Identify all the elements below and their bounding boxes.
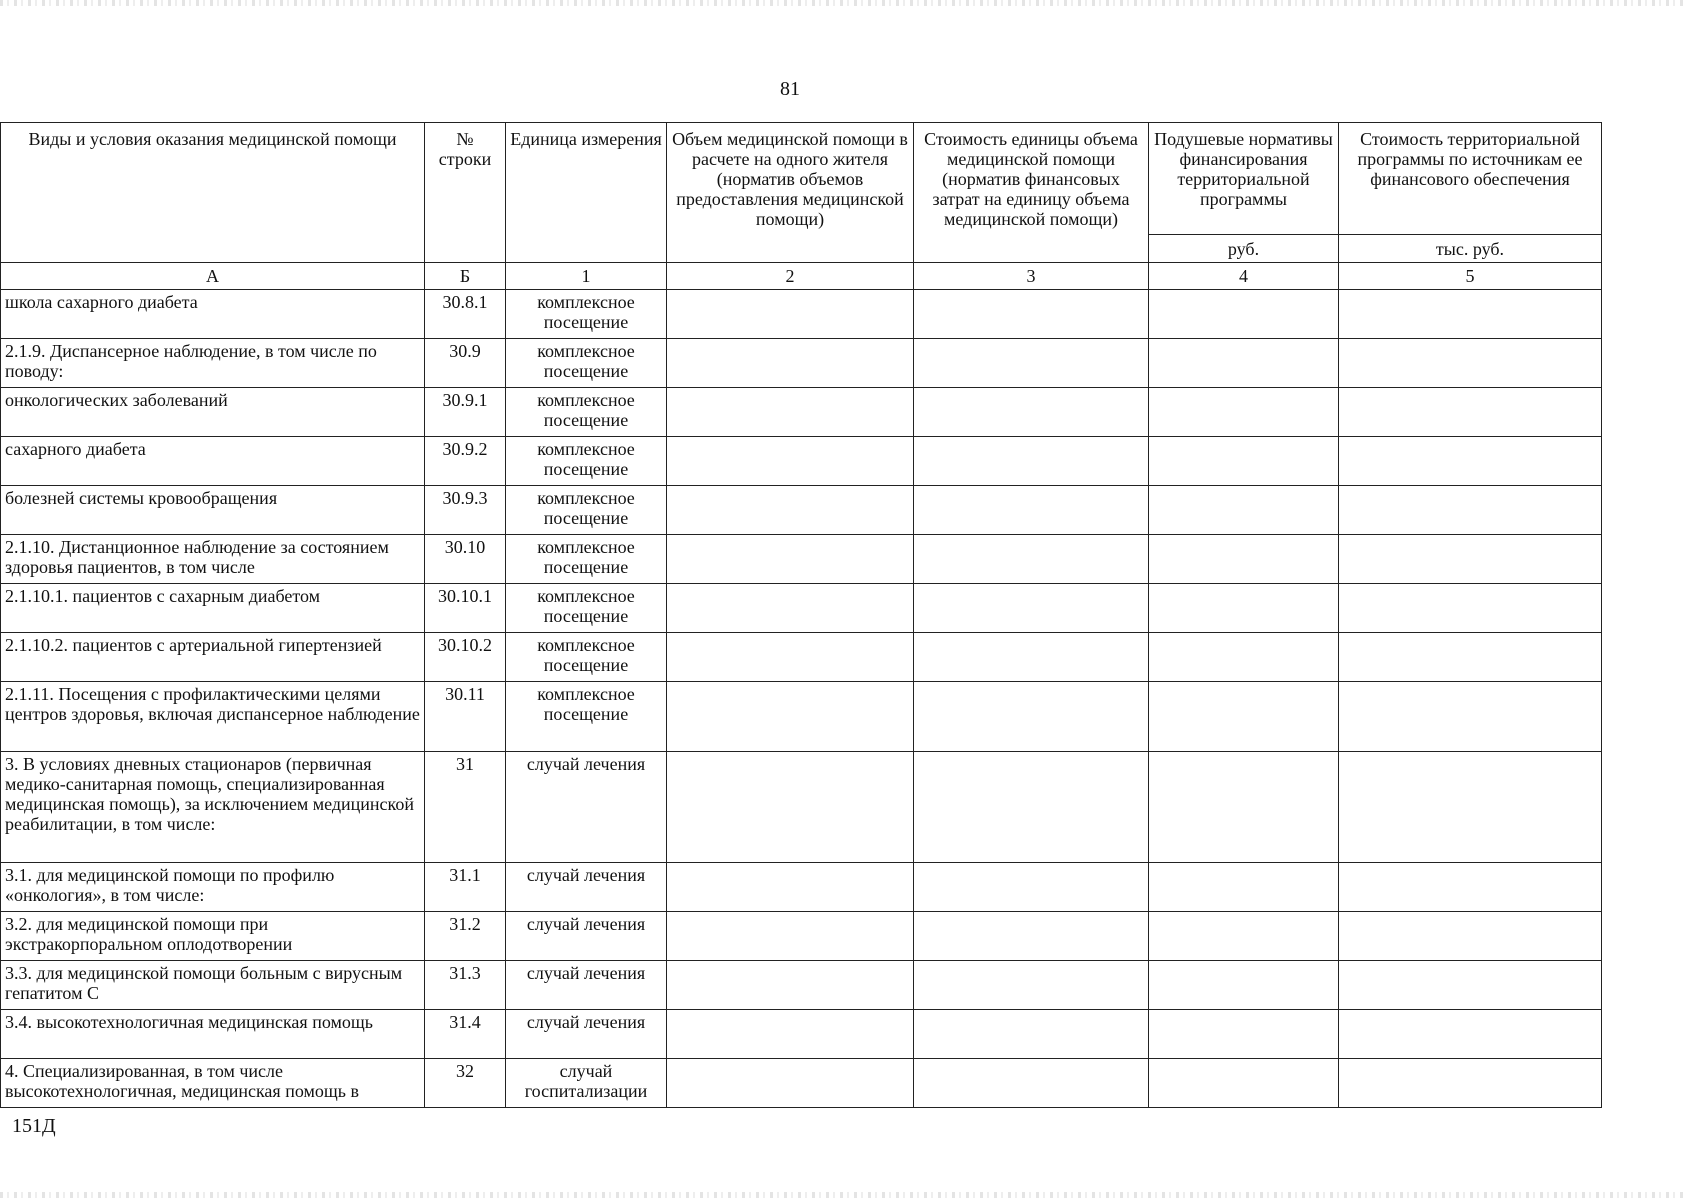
scan-edge-top bbox=[0, 0, 1686, 6]
column-letter: 3 bbox=[914, 263, 1149, 290]
row-per-capita-cell bbox=[1149, 1059, 1339, 1108]
row-per-capita-cell bbox=[1149, 437, 1339, 486]
header-volume: Объем медицинской помощи в расчете на одного жителя (норматив объемов предоставления медицинской помощи) bbox=[667, 123, 914, 263]
row-program-cost-cell bbox=[1339, 633, 1602, 682]
row-care-type: 3.4. высокотехнологичная медицинская помощь bbox=[1, 1010, 425, 1059]
row-care-type: болезней системы кровообращения bbox=[1, 486, 425, 535]
row-number: 31.3 bbox=[425, 961, 506, 1010]
row-volume-cell bbox=[667, 682, 914, 752]
row-care-type: 2.1.11. Посещения с профилактическими целями центров здоровья, включая диспансерное наблюдение bbox=[1, 682, 425, 752]
header-row-number: № строки bbox=[425, 123, 506, 263]
row-per-capita-cell bbox=[1149, 863, 1339, 912]
column-letter: А bbox=[1, 263, 425, 290]
row-program-cost-cell bbox=[1339, 388, 1602, 437]
row-program-cost-cell bbox=[1339, 437, 1602, 486]
row-number: 31.1 bbox=[425, 863, 506, 912]
header-unit-cost: Стоимость единицы объема медицинской помощи (норматив финансовых затрат на единицу объема медицинской помощи) bbox=[914, 123, 1149, 263]
scan-edge-bottom bbox=[0, 1192, 1686, 1198]
row-number: 30.9.2 bbox=[425, 437, 506, 486]
row-volume-cell bbox=[667, 290, 914, 339]
row-program-cost-cell bbox=[1339, 584, 1602, 633]
row-unit: комплексное посещение bbox=[506, 633, 667, 682]
row-care-type: онкологических заболеваний bbox=[1, 388, 425, 437]
row-number: 30.9 bbox=[425, 339, 506, 388]
table-row bbox=[1, 1010, 1602, 1059]
row-volume-cell bbox=[667, 633, 914, 682]
table-row bbox=[1, 1059, 1602, 1108]
row-care-type: 2.1.9. Диспансерное наблюдение, в том числе по поводу: bbox=[1, 339, 425, 388]
row-program-cost-cell bbox=[1339, 912, 1602, 961]
row-number: 31.2 bbox=[425, 912, 506, 961]
row-number: 32 bbox=[425, 1059, 506, 1108]
row-care-type: 3. В условиях дневных стационаров (первичная медико-санитарная помощь, специализированная медицинская помощь), за исключением медицинской реабилитации, в том числе: bbox=[1, 752, 425, 863]
row-per-capita-cell bbox=[1149, 486, 1339, 535]
medical-care-table bbox=[0, 122, 1602, 1108]
row-program-cost-cell bbox=[1339, 486, 1602, 535]
row-unit-cost-cell bbox=[914, 633, 1149, 682]
row-number: 30.9.1 bbox=[425, 388, 506, 437]
row-unit: комплексное посещение bbox=[506, 437, 667, 486]
row-volume-cell bbox=[667, 486, 914, 535]
row-unit-cost-cell bbox=[914, 912, 1149, 961]
row-volume-cell bbox=[667, 339, 914, 388]
header-per-capita: Подушевые нормативы финансирования территориальной программы bbox=[1149, 123, 1339, 235]
row-unit: комплексное посещение bbox=[506, 535, 667, 584]
table-row bbox=[1, 961, 1602, 1010]
table-row bbox=[1, 290, 1602, 339]
row-unit-cost-cell bbox=[914, 535, 1149, 584]
row-care-type: 3.2. для медицинской помощи при экстракорпоральном оплодотворении bbox=[1, 912, 425, 961]
row-per-capita-cell bbox=[1149, 339, 1339, 388]
row-per-capita-cell bbox=[1149, 290, 1339, 339]
row-unit: комплексное посещение bbox=[506, 339, 667, 388]
row-care-type: 3.3. для медицинской помощи больным с вирусным гепатитом С bbox=[1, 961, 425, 1010]
row-volume-cell bbox=[667, 752, 914, 863]
footer-code: 151Д bbox=[12, 1115, 56, 1137]
row-per-capita-cell bbox=[1149, 682, 1339, 752]
row-unit-cost-cell bbox=[914, 1059, 1149, 1108]
row-volume-cell bbox=[667, 388, 914, 437]
table-row bbox=[1, 584, 1602, 633]
row-program-cost-cell bbox=[1339, 1059, 1602, 1108]
row-volume-cell bbox=[667, 535, 914, 584]
row-program-cost-cell bbox=[1339, 682, 1602, 752]
row-volume-cell bbox=[667, 584, 914, 633]
row-unit-cost-cell bbox=[914, 290, 1149, 339]
row-unit-cost-cell bbox=[914, 863, 1149, 912]
row-unit-cost-cell bbox=[914, 1010, 1149, 1059]
row-unit-cost-cell bbox=[914, 437, 1149, 486]
row-program-cost-cell bbox=[1339, 1010, 1602, 1059]
row-volume-cell bbox=[667, 437, 914, 486]
row-unit-cost-cell bbox=[914, 339, 1149, 388]
row-volume-cell bbox=[667, 1010, 914, 1059]
row-number: 30.10.1 bbox=[425, 584, 506, 633]
row-unit-cost-cell bbox=[914, 961, 1149, 1010]
row-number: 30.11 bbox=[425, 682, 506, 752]
row-per-capita-cell bbox=[1149, 388, 1339, 437]
row-number: 30.8.1 bbox=[425, 290, 506, 339]
column-letter: 2 bbox=[667, 263, 914, 290]
row-unit: комплексное посещение bbox=[506, 290, 667, 339]
table-row bbox=[1, 437, 1602, 486]
row-volume-cell bbox=[667, 863, 914, 912]
row-per-capita-cell bbox=[1149, 912, 1339, 961]
row-per-capita-cell bbox=[1149, 584, 1339, 633]
row-care-type: 2.1.10.2. пациентов с артериальной гипертензией bbox=[1, 633, 425, 682]
row-care-type: школа сахарного диабета bbox=[1, 290, 425, 339]
row-unit-cost-cell bbox=[914, 388, 1149, 437]
table-row bbox=[1, 486, 1602, 535]
header-unit-thousand-rub: тыс. руб. bbox=[1339, 235, 1602, 263]
header-unit: Единица измерения bbox=[506, 123, 667, 263]
row-program-cost-cell bbox=[1339, 863, 1602, 912]
header-unit-rub: руб. bbox=[1149, 235, 1339, 263]
row-unit-cost-cell bbox=[914, 682, 1149, 752]
row-per-capita-cell bbox=[1149, 1010, 1339, 1059]
row-number: 31 bbox=[425, 752, 506, 863]
column-letter: 1 bbox=[506, 263, 667, 290]
column-letter: 4 bbox=[1149, 263, 1339, 290]
column-letters-row bbox=[1, 263, 1602, 290]
row-program-cost-cell bbox=[1339, 752, 1602, 863]
row-care-type: 2.1.10. Дистанционное наблюдение за состоянием здоровья пациентов, в том числе bbox=[1, 535, 425, 584]
row-unit: комплексное посещение bbox=[506, 584, 667, 633]
header-care-type: Виды и условия оказания медицинской помощи bbox=[1, 123, 425, 263]
row-per-capita-cell bbox=[1149, 961, 1339, 1010]
table-row bbox=[1, 912, 1602, 961]
row-number: 30.10.2 bbox=[425, 633, 506, 682]
row-care-type: 3.1. для медицинской помощи по профилю «онкология», в том числе: bbox=[1, 863, 425, 912]
row-program-cost-cell bbox=[1339, 961, 1602, 1010]
table-row bbox=[1, 535, 1602, 584]
row-number: 30.9.3 bbox=[425, 486, 506, 535]
page-number: 81 bbox=[780, 78, 800, 100]
header-program-cost: Стоимость территориальной программы по источникам ее финансового обеспечения bbox=[1339, 123, 1602, 235]
table-row bbox=[1, 388, 1602, 437]
row-unit: комплексное посещение bbox=[506, 388, 667, 437]
row-unit: комплексное посещение bbox=[506, 486, 667, 535]
table-row bbox=[1, 339, 1602, 388]
table-row bbox=[1, 863, 1602, 912]
row-program-cost-cell bbox=[1339, 339, 1602, 388]
row-volume-cell bbox=[667, 961, 914, 1010]
row-unit: случай лечения bbox=[506, 912, 667, 961]
row-per-capita-cell bbox=[1149, 752, 1339, 863]
row-per-capita-cell bbox=[1149, 633, 1339, 682]
row-care-type: 4. Специализированная, в том числе высокотехнологичная, медицинская помощь в bbox=[1, 1059, 425, 1108]
row-unit: случай лечения bbox=[506, 1010, 667, 1059]
row-per-capita-cell bbox=[1149, 535, 1339, 584]
table-row bbox=[1, 752, 1602, 863]
column-letter: 5 bbox=[1339, 263, 1602, 290]
table-row bbox=[1, 682, 1602, 752]
row-program-cost-cell bbox=[1339, 535, 1602, 584]
row-unit: случай госпитализации bbox=[506, 1059, 667, 1108]
row-care-type: сахарного диабета bbox=[1, 437, 425, 486]
row-unit-cost-cell bbox=[914, 584, 1149, 633]
row-volume-cell bbox=[667, 912, 914, 961]
row-number: 31.4 bbox=[425, 1010, 506, 1059]
table-row bbox=[1, 633, 1602, 682]
row-unit-cost-cell bbox=[914, 752, 1149, 863]
column-letter: Б bbox=[425, 263, 506, 290]
row-care-type: 2.1.10.1. пациентов с сахарным диабетом bbox=[1, 584, 425, 633]
row-unit: случай лечения bbox=[506, 752, 667, 863]
row-volume-cell bbox=[667, 1059, 914, 1108]
row-unit-cost-cell bbox=[914, 486, 1149, 535]
row-unit: случай лечения bbox=[506, 863, 667, 912]
row-number: 30.10 bbox=[425, 535, 506, 584]
row-unit: комплексное посещение bbox=[506, 682, 667, 752]
row-unit: случай лечения bbox=[506, 961, 667, 1010]
row-program-cost-cell bbox=[1339, 290, 1602, 339]
